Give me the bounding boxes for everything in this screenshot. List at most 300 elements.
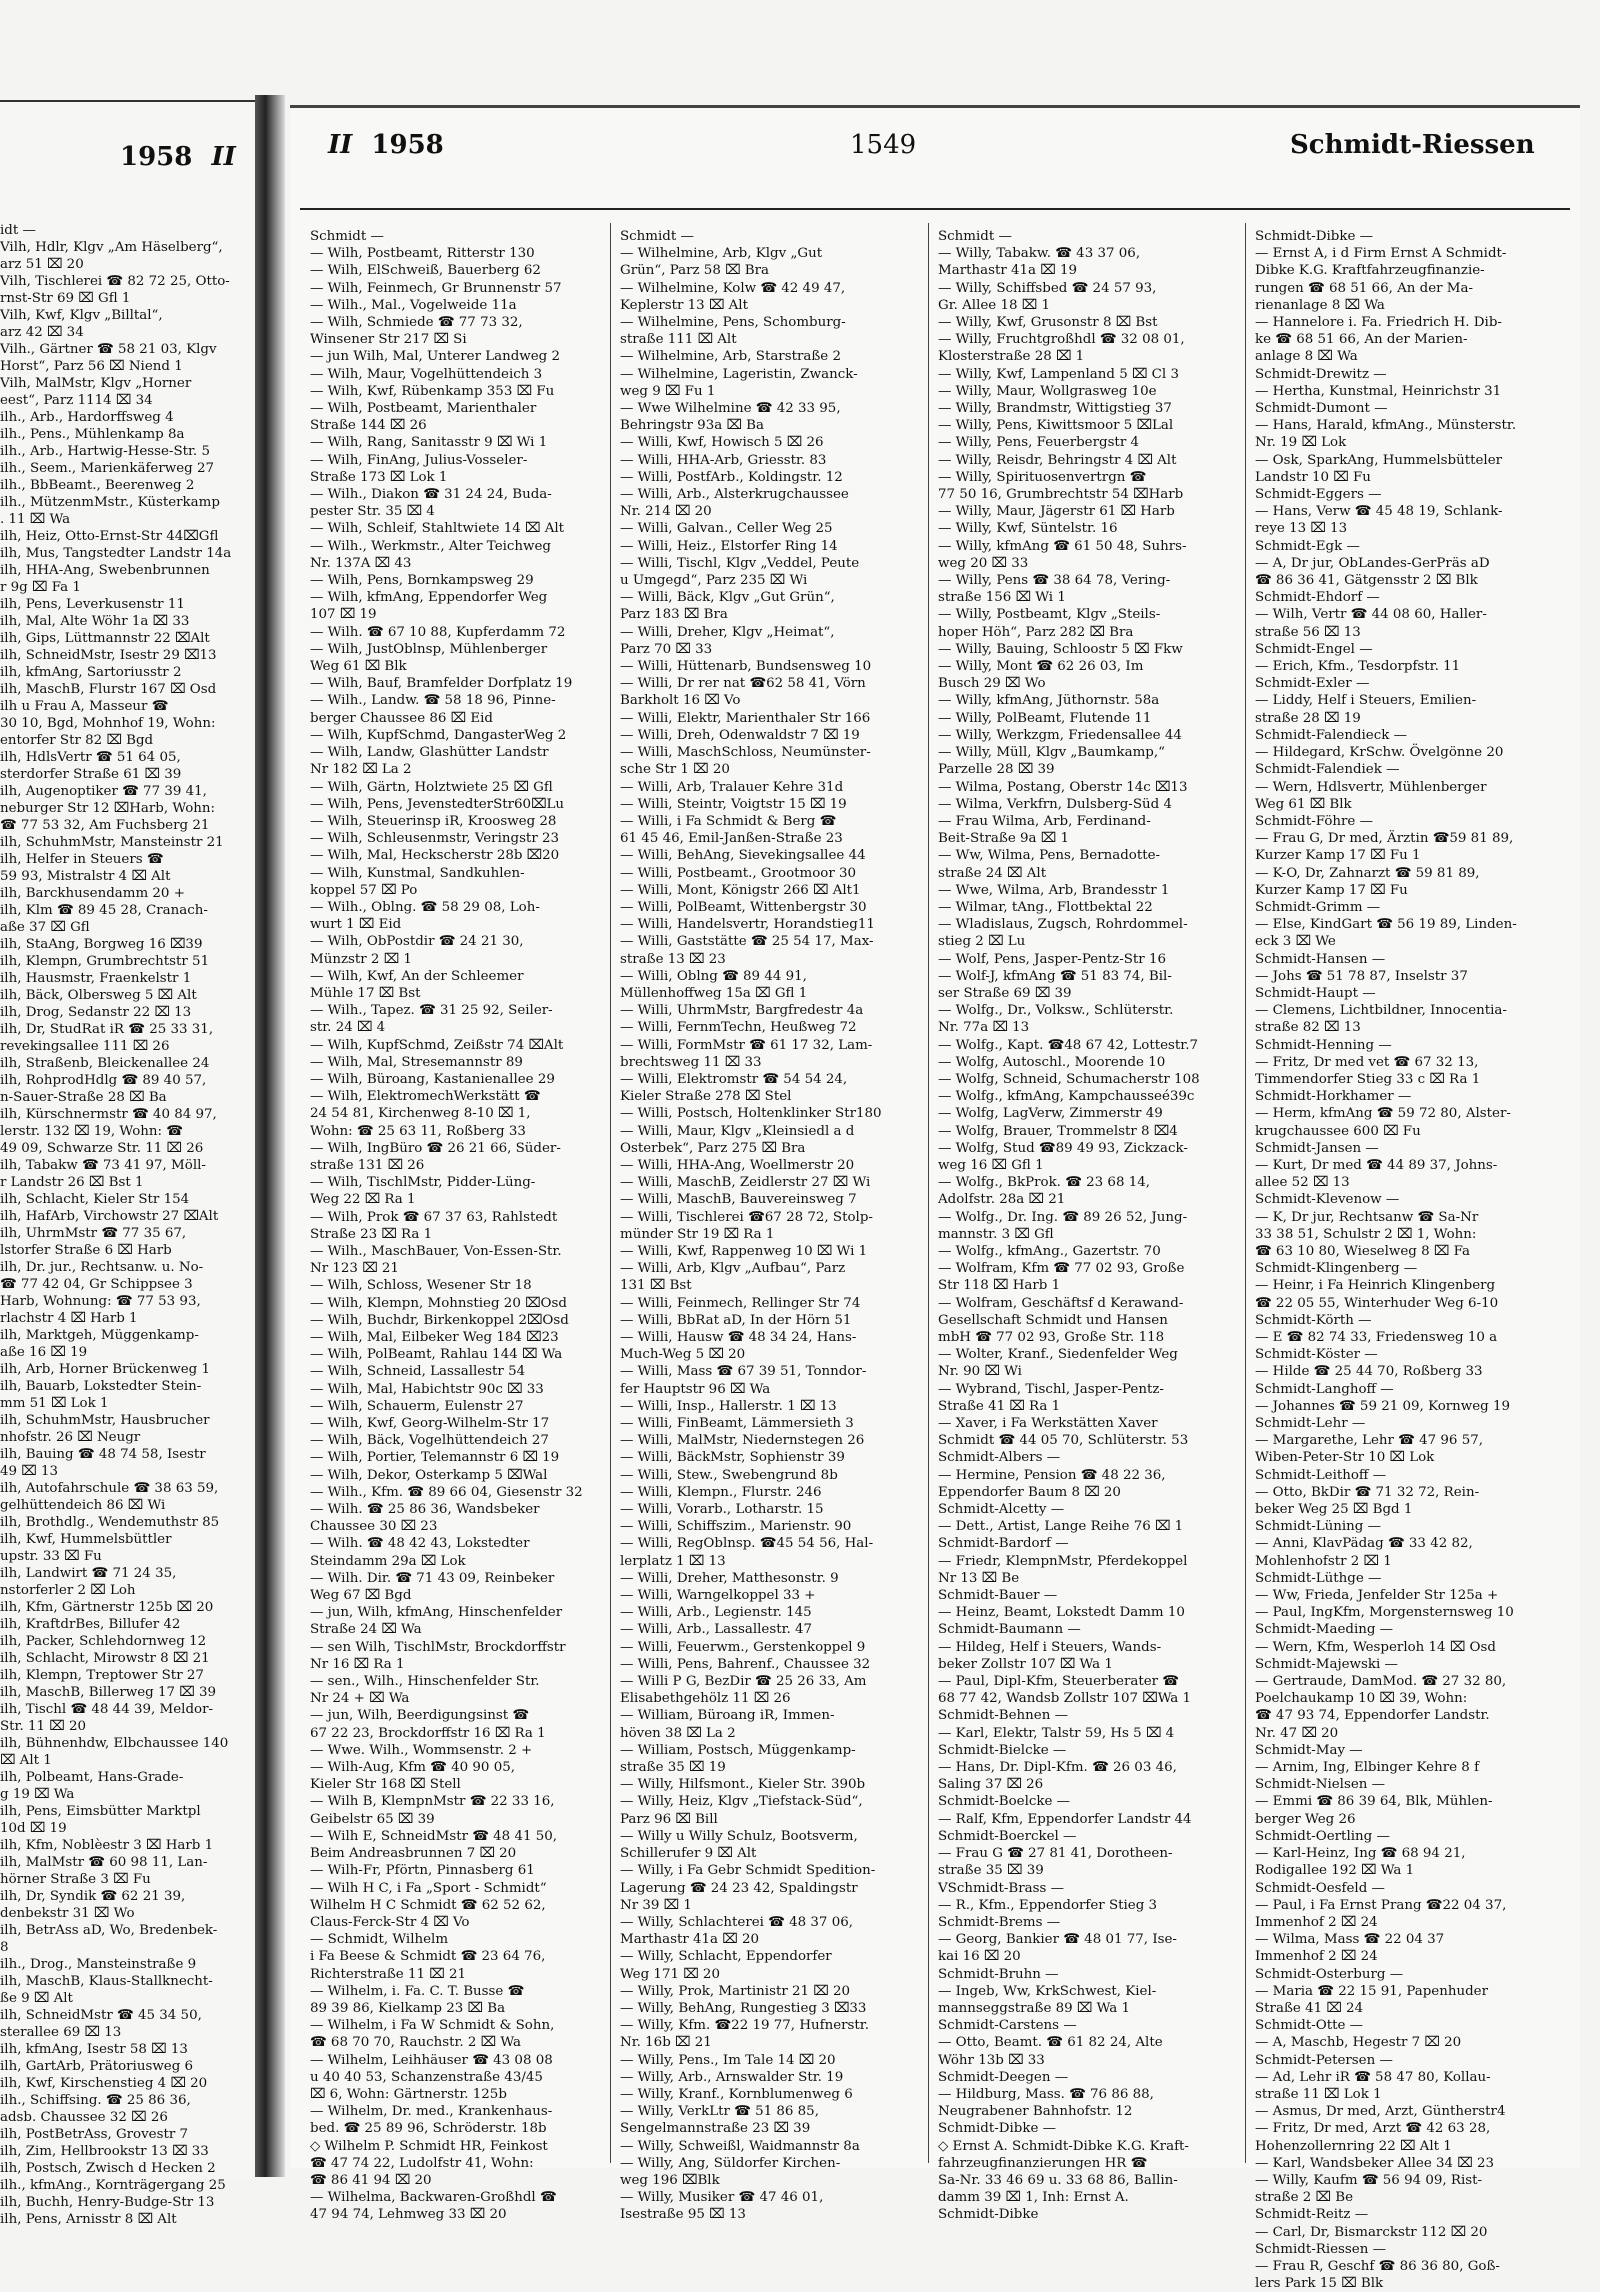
directory-line: — Wolf-J, kfmAng ☎ 51 83 74, Bil- [938,968,1172,984]
directory-line: ilh, SchuhmMstr, Hausbrucher [0,1413,210,1428]
directory-line: — Friedr, KlempnMstr, Pferdekoppel [938,1553,1188,1569]
directory-line: ilh, SchneidMstr, Isestr 29 ⌧13 [0,648,217,663]
directory-line: ilh, Mal, Alte Wöhr 1a ⌧ 33 [0,614,190,629]
directory-line: adsb. Chaussee 32 ⌧ 26 [0,2110,168,2125]
directory-line: — Willy u Willy Schulz, Bootsverm, [620,1828,858,1844]
directory-line: — Wilh, Mal, Heckscherstr 28b ⌧20 [310,848,560,864]
directory-line: ilh, Kfm, Noblèestr 3 ⌧ Harb 1 [0,1838,214,1853]
directory-line: Schmidt-Falendieck — [1255,727,1407,743]
directory-line: Schmidt-Nielsen — [1255,1777,1386,1793]
directory-line: — Wolfg., Kapt. ☎48 67 42, Lottestr.7 [938,1037,1199,1053]
directory-line: ilh, Kfm, Gärtnerstr 125b ⌧ 20 [0,1600,214,1615]
directory-line: — Arnim, Ing, Elbinger Kehre 8 f [1255,1760,1480,1776]
directory-line: — Willi, Bäck, Klgv „Gut Grün“, [620,590,835,606]
directory-line: Vilh, Tischlerei ☎ 82 72 25, Otto- [0,274,230,289]
directory-line: — Willi, HHA-Arb, Griesstr. 83 [620,452,827,468]
directory-line: höven 38 ⌧ La 2 [620,1725,736,1741]
directory-line: — sen Wilh, TischlMstr, Brockdorffstr [310,1639,566,1655]
directory-line: Nr. 137A ⌧ 43 [310,555,412,571]
directory-line: Straße 41 ⌧ 24 [1255,2000,1364,2016]
directory-line: eest“, Parz 1114 ⌧ 34 [0,393,153,408]
directory-line: Behringstr 93a ⌧ Ba [620,418,764,434]
directory-line: Schmidt-Boelcke — [938,1794,1071,1810]
directory-line: ilh, Zim, Hellbrookstr 13 ⌧ 33 [0,2144,209,2159]
directory-line: 33 38 51, Schulstr 2 ⌧ 1, Wohn: [1255,1226,1477,1242]
directory-line: Mühle 17 ⌧ Bst [310,985,421,1001]
directory-line: ☎ 86 36 41, Gätgensstr 2 ⌧ Blk [1255,573,1478,589]
column-3 [938,228,1223,2224]
directory-line: g 19 ⌧ Wa [0,1787,75,1802]
directory-line: — Willy, Tabakw. ☎ 43 37 06, [938,246,1141,262]
directory-line: — Willy, Musiker ☎ 47 46 01, [620,2190,824,2206]
directory-line: lerstr. 132 ⌧ 19, Wohn: ☎ [0,1124,183,1139]
directory-line: ilh., kfmAng., Kornträgergang 25 [0,2178,226,2193]
directory-line: — Hildburg, Mass. ☎ 76 86 88, [938,2086,1154,2102]
column-rule-1 [610,223,611,2163]
directory-line: ilh., Drog., Mansteinstraße 9 [0,1957,197,1972]
directory-line: — Paul, i Fa Ernst Prang ☎22 04 37, [1255,1897,1507,1913]
directory-line: Schmidt-Bauer — [938,1588,1058,1604]
directory-line: Schmidt — [938,229,1012,244]
directory-line: rnst-Str 69 ⌧ Gfl 1 [0,291,131,306]
directory-line: Schmidt-Grimm — [1255,899,1381,915]
directory-line: denbekstr 31 ⌧ Wo [0,1906,135,1921]
directory-line: — Wilh, ElSchweiß, Bauerberg 62 [310,263,541,279]
directory-line: — Wilh., Werkmstr., Alter Teichweg [310,538,551,554]
directory-line: Weg 67 ⌧ Bgd [310,1588,412,1604]
directory-line: — Willi, Postsch, Holtenklinker Str180 [620,1106,882,1122]
directory-line: — Herm, kfmAng ☎ 59 72 80, Alster- [1255,1106,1511,1122]
directory-line: Nr. 90 ⌧ Wi [938,1364,1022,1380]
directory-line: — Wilh E, SchneidMstr ☎ 48 41 50, [310,1828,558,1844]
directory-line: 61 45 46, Emil-Janßen-Straße 23 [620,831,843,847]
directory-line: — Willy, Prok, Martinistr 21 ⌧ 20 [620,1983,851,1999]
directory-line: straße 156 ⌧ Wi 1 [938,590,1066,606]
directory-line: ilh, Brothdlg., Wendemuthstr 85 [0,1515,220,1530]
directory-line: ilh, RohprodHdlg ☎ 89 40 57, [0,1073,207,1088]
directory-line: Schmidt-Jansen — [1255,1140,1379,1156]
directory-line: ser Straße 69 ⌧ 39 [938,985,1072,1001]
directory-line: — Wolfg., BkProk. ☎ 23 68 14, [938,1175,1151,1191]
directory-line: Straße 41 ⌧ Ra 1 [938,1398,1061,1414]
directory-line: 131 ⌧ Bst [620,1278,692,1294]
directory-line: ilh, Packer, Schlehdornweg 12 [0,1634,207,1649]
directory-line: — Wolfg., kfmAng., Gazertstr. 70 [938,1243,1161,1259]
directory-line: ße 9 ⌧ Alt [0,1991,73,2006]
directory-line: — Willi, FernmTechn, Heußweg 72 [620,1020,857,1036]
left-header-roman: II [211,142,236,172]
directory-line: ilh, Gips, Lüttmannstr 22 ⌧Alt [0,631,210,646]
directory-line: Klosterstraße 28 ⌧ 1 [938,349,1085,365]
directory-line: ilh, Barckhusendamm 20 + [0,886,185,901]
directory-line: koppel 57 ⌧ Po [310,882,418,898]
directory-line: — Carl, Dr, Bismarckstr 112 ⌧ 20 [1255,2224,1488,2240]
column-rule-2 [928,223,929,2163]
directory-line: — Willi, UhrmMstr, Bargfredestr 4a [620,1003,864,1019]
directory-line: — Willi, BäckMstr, Sophienstr 39 [620,1450,845,1466]
directory-line: — Wilh, Schleif, Stahltwiete 14 ⌧ Alt [310,521,565,537]
directory-line: Horst“, Parz 56 ⌧ Niend 1 [0,359,183,374]
directory-line: Schillerufer 9 ⌧ Alt [620,1846,757,1862]
directory-line: — Willi, Tischlerei ☎67 28 72, Stolp- [620,1209,873,1225]
directory-line: — Willi, Pens, Bahrenf., Chaussee 32 [620,1656,871,1672]
directory-line: Parzelle 28 ⌧ 39 [938,762,1055,778]
directory-line: Vilh, Kwf, Klgv „Billtal“, [0,308,163,323]
directory-line: straße 111 ⌧ Alt [620,332,737,348]
directory-line: — Willi, RegOblnsp. ☎45 54 56, Hal- [620,1536,874,1552]
directory-line: Parz 70 ⌧ 33 [620,641,713,657]
directory-line: Kieler Straße 278 ⌧ Stel [620,1089,792,1105]
directory-line: — Wilh, Steuerinsp iR, Kroosweg 28 [310,813,557,829]
directory-line: hörner Straße 3 ⌧ Fu [0,1872,151,1887]
directory-line: Schmidt-Bardorf — [938,1536,1069,1552]
directory-line: ilh., Schiffsing. ☎ 25 86 36, [0,2093,191,2108]
directory-line: weg 9 ⌧ Fu 1 [620,383,716,399]
directory-line: Kieler Str 168 ⌧ Stell [310,1777,461,1793]
directory-line: — Willi, Elektr, Marienthaler Str 166 [620,710,871,726]
directory-line: — Wilh H C, i Fa „Sport - Schmidt“ [310,1880,547,1896]
directory-line: — jun, Wilh, Beerdigungsinst ☎ [310,1708,530,1724]
directory-line: arz 42 ⌧ 34 [0,325,84,340]
column-2 [620,228,905,2224]
directory-line: ☎ 22 05 55, Winterhuder Weg 6-10 [1255,1295,1499,1311]
directory-line: Timmendorfer Stieg 33 c ⌧ Ra 1 [1255,1071,1481,1087]
directory-line: — Wolter, Kranf., Siedenfelder Weg [938,1347,1178,1363]
directory-line: ilh, KraftdrBes, Billufer 42 [0,1617,181,1632]
directory-line: — Wolfg., Dr., Volksw., Schlüterstr. [938,1003,1174,1019]
directory-line: — Ernst A, i d Firm Ernst A Schmidt- [1255,246,1507,262]
directory-line: ilh, HHA-Ang, Swebenbrunnen [0,563,210,578]
directory-line: straße 56 ⌧ 13 [1255,624,1361,640]
directory-line: — Willy, Pens., Im Tale 14 ⌧ 20 [620,2052,836,2068]
directory-line: wurt 1 ⌧ Eid [310,917,402,933]
directory-line: weg 196 ⌧Blk [620,2172,720,2188]
directory-line: weg 16 ⌧ Gfl 1 [938,1157,1044,1173]
directory-line: — Wilh., Landw. ☎ 58 18 96, Pinne- [310,693,556,709]
column-1 [310,228,595,2224]
directory-line: — Willy, Maur, Jägerstr 61 ⌧ Harb [938,504,1175,520]
directory-line: — William, Postsch, Müggenkamp- [620,1742,856,1758]
directory-line: sterallee 69 ⌧ 13 [0,2025,122,2040]
directory-line: — Wilh., MaschBauer, Von-Essen-Str. [310,1243,562,1259]
directory-line: — Paul, Dipl-Kfm, Steuerberater ☎ [938,1674,1179,1690]
directory-line: — Willi, FinBeamt, Lämmersieth 3 [620,1416,854,1432]
directory-line: — Wilh, Kwf, Rübenkamp 353 ⌧ Fu [310,383,555,399]
directory-line: allee 52 ⌧ 13 [1255,1175,1350,1191]
directory-line: — Wwe, Wilma, Arb, Brandesstr 1 [938,882,1170,898]
directory-line: straße 35 ⌧ 19 [620,1760,726,1776]
directory-line: 49 09, Schwarze Str. 11 ⌧ 26 [0,1141,204,1156]
column-4 [1255,228,1540,2292]
directory-line: Schmidt-Körth — [1255,1312,1372,1328]
directory-line: — Wolfram, Kfm ☎ 77 02 93, Große [938,1261,1185,1277]
directory-line: — jun, Wilh, kfmAng, Hinschenfelder [310,1605,563,1621]
directory-line: mannseggstraße 89 ⌧ Wa 1 [938,2000,1130,2016]
directory-line: Nr. 214 ⌧ 20 [620,504,712,520]
directory-line: — Wilh., Tapez. ☎ 31 25 92, Seiler- [310,1003,553,1019]
directory-line: sterdorfer Straße 61 ⌧ 39 [0,767,182,782]
directory-line: Schmidt-Reitz — [1255,2207,1369,2223]
directory-line: Marthastr 41a ⌧ 19 [938,263,1077,279]
directory-line: Kurzer Kamp 17 ⌧ Fu [1255,882,1408,898]
directory-line: Nr 16 ⌧ Ra 1 [310,1656,405,1672]
directory-line: — Wilh., Oblng. ☎ 58 29 08, Loh- [310,899,540,915]
directory-line: Lagerung ☎ 24 23 42, Spaldingstr [620,1880,858,1896]
directory-line: — Wilhelmine, Kolw ☎ 42 49 47, [620,280,846,296]
directory-line: Osterbek“, Parz 275 ⌧ Bra [620,1140,806,1156]
directory-line: ilh, Augenoptiker ☎ 77 39 41, [0,784,207,799]
directory-line: Wiben-Peter-Str 10 ⌧ Lok [1255,1450,1435,1466]
directory-line: Schmidt-Bruhn — [938,1966,1059,1982]
directory-line: — Willy, Maur, Wollgrasweg 10e [938,383,1157,399]
directory-line: — Wilma, Mass ☎ 22 04 37 [1255,1932,1445,1948]
directory-line: krugchaussee 600 ⌧ Fu [1255,1123,1421,1139]
directory-line: beker Zollstr 107 ⌧ Wa 1 [938,1656,1113,1672]
directory-line: Schmidt-Lüthge — [1255,1570,1382,1586]
directory-line: — Wilh. ☎ 25 86 36, Wandsbeker [310,1502,540,1518]
directory-line: ilh, Hausmstr, Fraenkelstr 1 [0,971,192,986]
directory-line: ilh, BetrAss aD, Wo, Bredenbek- [0,1923,218,1938]
directory-line: — Wilh-Fr, Pförtn, Pinnasberg 61 [310,1863,535,1879]
directory-line: . 11 ⌧ Wa [0,512,71,527]
directory-line: — Frau G, Dr med, Ärztin ☎59 81 89, [1255,831,1514,847]
directory-line: — Dett., Artist, Lange Reihe 76 ⌧ 1 [938,1519,1184,1535]
directory-line: Vilh., Gärtner ☎ 58 21 03, Klgv [0,342,217,357]
directory-line: Wöhr 13b ⌧ 33 [938,2052,1045,2068]
directory-line: Beim Andreasbrunnen 7 ⌧ 20 [310,1846,517,1862]
directory-line: — Wilh, IngBüro ☎ 26 21 66, Süder- [310,1140,561,1156]
directory-line: — Willi, Dreh, Odenwaldstr 7 ⌧ 19 [620,727,860,743]
directory-line: ilh, Klempn, Treptower Str 27 [0,1668,204,1683]
directory-line: — Willi, Oblng ☎ 89 44 91, [620,968,807,984]
directory-line: — Erich, Kfm., Tesdorpfstr. 11 [1255,659,1461,675]
directory-line: — Wilh, KupfSchmd, Zeißstr 74 ⌧Alt [310,1037,564,1053]
directory-line: — Willy, Brandmstr, Wittigstieg 37 [938,401,1172,417]
directory-line: ilh, GartArb, Prätoriusweg 6 [0,2059,194,2074]
directory-line: — Willy, Reisdr, Behringstr 4 ⌧ Alt [938,452,1177,468]
directory-line: — Wolfg., Dr. Ing. ☎ 89 26 52, Jung- [938,1209,1188,1225]
directory-line: ilh, Klm ☎ 89 45 28, Cranach- [0,903,208,918]
directory-line: — Ingeb, Ww, KrkSchwest, Kiel- [938,1983,1157,1999]
directory-line: — Wilh, Kunstmal, Sandkuhlen- [310,865,525,881]
directory-line: — Willi, Klempn., Flurstr. 246 [620,1484,822,1500]
directory-line: ilh, HdlsVertr ☎ 51 64 05, [0,750,181,765]
right-page [290,105,1580,2292]
directory-line: Schmidt-Carstens — [938,2018,1077,2034]
directory-line: — Ad, Lehr iR ☎ 58 47 80, Kollau- [1255,2069,1491,2085]
directory-line: — Maria ☎ 22 15 91, Papenhuder [1255,1983,1489,1999]
directory-line: — Willi, Arb., Lassallestr. 47 [620,1622,813,1638]
directory-line: straße 35 ⌧ 39 [938,1863,1044,1879]
directory-line: — Wilh, Bauf, Bramfelder Dorfplatz 19 [310,676,573,692]
directory-line: — Xaver, i Fa Werkstätten Xaver [938,1416,1158,1432]
directory-line: — Willy, Kwf, Grusonstr 8 ⌧ Bst [938,315,1158,331]
directory-line: brechtsweg 11 ⌧ 33 [620,1054,762,1070]
directory-line: ilh, Dr, StudRat iR ☎ 25 33 31, [0,1022,214,1037]
directory-line: — Willy, Kfm. ☎22 19 77, Hufnerstr. [620,2018,869,2034]
directory-line: — Wolfg, Stud ☎89 49 93, Zickzack- [938,1140,1188,1156]
directory-line: 30 10, Bgd, Mohnhof 19, Wohn: [0,716,216,731]
directory-line: ilh, MaschB, Klaus-Stallknecht- [0,1974,213,1989]
directory-line: — Heinz, Beamt, Lokstedt Damm 10 [938,1605,1185,1621]
directory-line: Richterstraße 11 ⌧ 21 [310,1966,466,1982]
directory-line: — Wolfg, Schneid, Schumacherstr 108 [938,1071,1200,1087]
directory-line: str. 24 ⌧ 4 [310,1020,386,1036]
directory-line: — Willi, Gaststätte ☎ 25 54 17, Max- [620,934,874,950]
left-page-column [0,222,255,2228]
directory-line: — E ☎ 82 74 33, Friedensweg 10 a [1255,1330,1498,1345]
directory-line: — Hans, Verw ☎ 45 48 19, Schlank- [1255,504,1503,520]
directory-line: 8 [0,1940,9,1955]
directory-line: Weg 171 ⌧ 20 [620,1966,720,1982]
directory-line: — Willi, Handelsvertr, Horandstieg11 [620,917,875,933]
directory-line: Schmidt — [620,229,694,244]
directory-line: — Willi, Tischl, Klgv „Veddel, Peute [620,555,860,571]
directory-line: Schmidt-Lehr — [1255,1416,1366,1432]
directory-line: beker Weg 25 ⌧ Bgd 1 [1255,1502,1413,1518]
directory-line: — Wilhelm, Leihhäuser ☎ 43 08 08 [310,2052,553,2068]
directory-line: Marthastr 41a ⌧ 20 [620,1932,759,1948]
directory-line: Weg 61 ⌧ Blk [1255,796,1352,812]
directory-line: — Wilh, kfmAng, Eppendorfer Weg [310,590,548,606]
directory-line: Keplerstr 13 ⌧ Alt [620,297,748,313]
directory-line: — Hildegard, KrSchw. Övelgönne 20 [1255,745,1504,761]
directory-line: — Clemens, Lichtbildner, Innocentia- [1255,1003,1507,1019]
directory-line: Beit-Straße 9a ⌧ 1 [938,831,1069,847]
directory-line: — R., Kfm., Eppendorfer Stieg 3 [938,1897,1158,1913]
directory-line: — Wilh, PolBeamt, Rahlau 144 ⌧ Wa [310,1347,563,1363]
directory-line: ☎ 68 70 70, Rauchstr. 2 ⌧ Wa [310,2035,521,2051]
directory-line: Nr 123 ⌧ 21 [310,1261,399,1277]
directory-line: straße 13 ⌧ 23 [620,951,726,967]
directory-line: — Wolfg, Brauer, Trommelstr 8 ⌧4 [938,1123,1178,1139]
directory-line: mm 51 ⌧ Lok 1 [0,1396,109,1411]
directory-line: gelhüttendeich 86 ⌧ Wi [0,1498,166,1513]
directory-line: — Willy, Schlachterei ☎ 48 37 06, [620,1914,854,1930]
directory-line: — Margarethe, Lehr ☎ 47 96 57, [1255,1433,1483,1449]
directory-line: Schmidt-Dibke — [938,2121,1057,2137]
directory-line: — Schmidt, Wilhelm [310,1932,449,1948]
header-rule [300,208,1570,210]
left-page-header [120,142,236,172]
directory-line: — Wilh, KupfSchmd, DangasterWeg 2 [310,727,567,743]
directory-line: — Willy, Hilfsmont., Kieler Str. 390b [620,1777,866,1793]
directory-line: — Frau R, Geschf ☎ 86 36 80, Goß- [1255,2258,1500,2274]
directory-line: — Willi, MaschB, Zeidlerstr 27 ⌧ Wi [620,1175,871,1191]
directory-line: Schmidt ☎ 44 05 70, Schlüterstr. 53 [938,1433,1189,1449]
directory-line: — Heinr, i Fa Heinrich Klingenberg [1255,1278,1496,1294]
directory-line: — Wilh. ☎ 67 10 88, Kupferdamm 72 [310,624,566,640]
directory-line: ilh, Pens, Leverkusenstr 11 [0,597,185,612]
directory-line: — Wilhelmine, Arb, Klgv „Gut [620,246,823,262]
directory-line: 59 93, Mistralstr 4 ⌧ Alt [0,869,171,884]
directory-line: 67 22 23, Brockdorffstr 16 ⌧ Ra 1 [310,1725,546,1741]
directory-line: — Wilmar, tAng., Flottbektal 22 [938,899,1153,915]
directory-line: straße 2 ⌧ Be [1255,2190,1353,2206]
directory-line: 77 50 16, Grumbrechtstr 54 ⌧Harb [938,487,1184,503]
directory-line: ilh, Schlacht, Kieler Str 154 [0,1192,190,1207]
directory-line: Gr. Allee 18 ⌧ 1 [938,297,1050,313]
directory-line: u Umgegd“, Parz 235 ⌧ Wi [620,573,808,589]
directory-line: — Hertha, Kunstmal, Heinrichstr 31 [1255,383,1502,399]
directory-line: neburger Str 12 ⌧Harb, Wohn: [0,801,216,816]
directory-line: Schmidt-Albers — [938,1450,1061,1466]
directory-line: Schmidt-Dibke — [1255,229,1374,244]
directory-line: — Wilh, Schloss, Wesener Str 18 [310,1278,532,1294]
directory-line: — Willy, Heiz, Klgv „Tiefstack-Süd“, [620,1794,863,1810]
directory-line: ilh u Frau A, Masseur ☎ [0,699,169,714]
directory-line: — Willy, Fruchtgroßhdl ☎ 32 08 01, [938,332,1185,348]
directory-line: idt — [0,223,36,238]
directory-line: Isestraße 95 ⌧ 13 [620,2207,746,2223]
directory-line: — Willi, Dreher, Matthesonstr. 9 [620,1570,839,1586]
directory-line: — Wilh, Schmiede ☎ 77 73 32, [310,315,523,331]
directory-line: — Willi, BbRat aD, In der Hörn 51 [620,1312,852,1328]
directory-line: lers Park 15 ⌧ Blk [1255,2276,1384,2292]
directory-line: — Otto, BkDir ☎ 71 32 72, Rein- [1255,1484,1480,1500]
directory-line: Weg 61 ⌧ Blk [310,659,407,675]
directory-line: Gesellschaft Schmidt und Hansen [938,1312,1168,1328]
directory-line: Saling 37 ⌧ 26 [938,1777,1044,1793]
directory-line: — Karl, Wandsbeker Allee 34 ⌧ 23 [1255,2155,1495,2171]
directory-line: Weg 22 ⌧ Ra 1 [310,1192,416,1208]
directory-line: anlage 8 ⌧ Wa [1255,349,1358,365]
directory-line: — Willi, Kwf, Howisch 5 ⌧ 26 [620,435,824,451]
column-rule-3 [1245,223,1246,2163]
directory-line: Dibke K.G. Kraftfahrzeugfinanzie- [1255,263,1485,279]
directory-line: — Wilh, Dekor, Osterkamp 5 ⌧Wal [310,1467,548,1483]
directory-line: — Willy, Schlacht, Eppendorfer [620,1949,832,1965]
directory-line: 24 54 81, Kirchenweg 8-10 ⌧ 1, [310,1106,531,1122]
directory-line: r Landstr 26 ⌧ Bst 1 [0,1175,144,1190]
directory-line: — Wolfg., kfmAng, Kampchausseé39c [938,1089,1195,1105]
directory-line: — Wilh, ObPostdir ☎ 24 21 30, [310,934,524,950]
directory-line: — Johs ☎ 51 78 87, Inselstr 37 [1255,968,1468,984]
left-header-year: 1958 [120,142,193,172]
directory-line: ◇ Ernst A. Schmidt-Dibke K.G. Kraft- [938,2138,1189,2154]
directory-line: ilh, SchneidMstr ☎ 45 34 50, [0,2008,202,2023]
directory-line: ilh, SchuhmMstr, Mansteinstr 21 [0,835,224,850]
directory-line: Schmidt-Lüning — [1255,1519,1382,1535]
directory-line: lerplatz 1 ⌧ 13 [620,1553,726,1569]
directory-line: — Wilh-Aug, Kfm ☎ 40 90 05, [310,1760,516,1776]
directory-line: ilh., BbBeamt., Beerenweg 2 [0,478,195,493]
directory-line: ilh, Kürschnermstr ☎ 40 84 97, [0,1107,217,1122]
directory-line: berger Weg 26 [1255,1811,1356,1827]
directory-line: stieg 2 ⌧ Lu [938,934,1026,950]
directory-line: Sa-Nr. 33 46 69 u. 33 68 86, Ballin- [938,2172,1178,2188]
directory-line: straße 131 ⌧ 26 [310,1157,425,1173]
directory-line: — Wybrand, Tischl, Jasper-Pentz- [938,1381,1164,1397]
directory-line: — William, Büroang iR, Immen- [620,1708,835,1724]
directory-line: Schmidt-Dumont — [1255,401,1388,417]
directory-line: ilh, Bauing ☎ 48 74 58, Isestr [0,1447,206,1462]
directory-line: rungen ☎ 68 51 66, An der Ma- [1255,280,1474,296]
directory-line: — Willy, Postbeamt, Klgv „Steils- [938,607,1161,623]
directory-line: ilh, UhrmMstr ☎ 77 35 67, [0,1226,187,1241]
directory-line: mbH ☎ 77 02 93, Große Str. 118 [938,1330,1165,1345]
directory-line: ilh, Arb, Horner Brückenweg 1 [0,1362,210,1377]
directory-line: — Wilh. ☎ 48 42 43, Lokstedter [310,1536,530,1552]
directory-line: — Willi, Warngelkoppel 33 + [620,1588,816,1604]
directory-line: Straße 23 ⌧ Ra 1 [310,1226,433,1242]
directory-line: — Willy, Werkzgm, Friedensallee 44 [938,727,1182,743]
directory-line: Straße 144 ⌧ 26 [310,418,427,434]
directory-line: — Willy, Arb., Arnswalder Str. 19 [620,2069,844,2085]
directory-line: ilh, Kwf, Hummelsbüttler [0,1532,172,1547]
directory-line: — Wilhelmine, Lageristin, Zwanck- [620,366,858,382]
directory-line: ⌧ 6, Wohn: Gärtnerstr. 125b [310,2086,507,2102]
